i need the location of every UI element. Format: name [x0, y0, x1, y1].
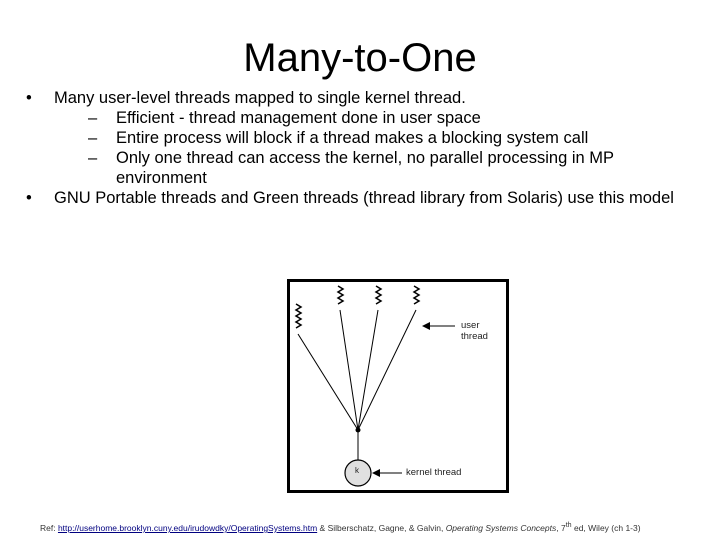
sub-bullet-mark: – — [88, 109, 98, 127]
reference-link[interactable]: http://userhome.brooklyn.cuny.edu/irudowdky/OperatingSystems.htm — [57, 522, 318, 533]
bullet-mark: • — [26, 89, 32, 107]
diagram-drawing — [290, 282, 506, 490]
reference-edition-sup: th — [565, 521, 572, 529]
user-thread-2 — [338, 286, 343, 304]
sub-bullet-text: Only one thread can access the kernel, no parallel processing in MP environment — [116, 149, 614, 187]
kernel-thread-arrowhead — [372, 469, 380, 477]
sub-bullet-mark: – — [88, 129, 98, 147]
mapping-line-4 — [358, 310, 416, 430]
reference-line — [40, 521, 720, 533]
slide-title: Many-to-One — [243, 36, 477, 80]
reference-authors: & Silberschatz, Gagne, & Galvin, — [317, 522, 446, 533]
bullet-item — [26, 188, 706, 208]
sub-bullet-item — [58, 148, 706, 188]
user-thread-1 — [296, 304, 301, 328]
bullet-text: GNU Portable threads and Green threads (thread library from Solaris) use this model — [54, 189, 674, 207]
mapping-line-1 — [298, 334, 358, 430]
user-thread-label: user thread — [461, 320, 488, 342]
user-thread-3 — [376, 286, 381, 304]
many-to-one-diagram — [287, 279, 509, 493]
sub-bullet-text: Efficient - thread management done in user space — [116, 109, 481, 127]
mapping-line-3 — [358, 310, 378, 430]
mapping-line-2 — [340, 310, 358, 430]
reference-prefix: Ref: — [40, 522, 58, 533]
sub-bullet-item — [58, 108, 706, 128]
reference-edition: , 7 — [556, 522, 566, 533]
sub-bullet-item — [58, 128, 706, 148]
bullet-mark: • — [26, 189, 32, 207]
user-thread-arrowhead — [422, 322, 430, 330]
reference-suffix: ed, Wiley (ch 1-3) — [571, 522, 641, 533]
reference-book-title: Operating Systems Concepts — [445, 522, 557, 533]
kernel-thread-label: kernel thread — [406, 467, 462, 478]
bullet-item — [26, 88, 706, 108]
sub-bullet-mark: – — [88, 149, 98, 167]
sub-bullet-text: Entire process will block if a thread makes a blocking system call — [116, 129, 589, 147]
kernel-symbol: k — [355, 466, 359, 475]
user-thread-4 — [414, 286, 419, 304]
bullet-list — [26, 88, 706, 208]
bullet-text: Many user-level threads mapped to single kernel thread. — [54, 89, 466, 107]
